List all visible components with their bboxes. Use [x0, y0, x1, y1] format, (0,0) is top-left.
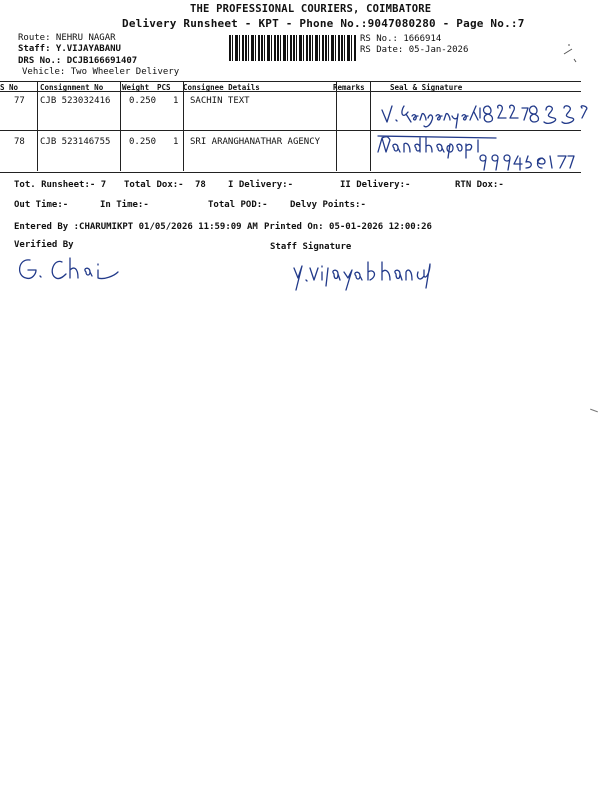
th-seal: Seal & Signature — [390, 83, 463, 92]
row1-handwritten-signature — [378, 98, 600, 130]
th-remarks: Remarks — [333, 83, 365, 92]
rs-date: RS Date: 05-Jan-2026 — [360, 45, 469, 55]
tot-runsheet: Tot. Runsheet:- 7 — [14, 180, 107, 190]
th-pcs: PCS — [157, 83, 171, 92]
row1-pcs: 1 — [173, 96, 179, 106]
barcode — [229, 35, 357, 61]
entered-by: Entered By :CHARUMIKPT 01/05/2026 11:59:09 AM — [14, 222, 258, 232]
rs-number: RS No.: 1666914 — [360, 34, 442, 44]
runsheet-title: Delivery Runsheet - KPT - Phone No.:9047080280 - Page No.:7 — [122, 17, 525, 30]
company-name: THE PROFESSIONAL COURIERS, COIMBATORE — [190, 3, 432, 15]
row2-consignment: CJB 523146755 — [40, 137, 111, 147]
col-divider — [336, 81, 337, 171]
staff-signature — [290, 258, 450, 294]
th-sno: S No — [0, 83, 19, 92]
staff-label: Staff: Y.VIJAYABANU — [18, 44, 121, 54]
total-dox-label: Total Dox:- — [124, 180, 184, 190]
table-row-divider — [0, 130, 581, 131]
row1-consignment: CJB 523032416 — [40, 96, 111, 106]
row2-weight: 0.250 — [129, 137, 157, 147]
row2-handwritten-signature — [376, 134, 576, 174]
col-divider — [120, 81, 121, 171]
row2-consignee: SRI ARANGHANATHAR AGENCY — [190, 137, 321, 147]
col-divider — [37, 81, 38, 171]
total-dox-value: 78 — [195, 180, 206, 190]
verified-by-label: Verified By — [14, 240, 74, 250]
th-consignment: Consignment No — [40, 83, 104, 92]
row1-sno: 77 — [14, 96, 25, 106]
row1-weight: 0.250 — [129, 96, 157, 106]
printed-on: Printed On: 05-01-2026 12:00:26 — [264, 222, 432, 232]
i-delivery: I Delivery:- — [228, 180, 294, 190]
col-divider — [183, 81, 184, 171]
th-weight: Weight — [122, 83, 150, 92]
in-time: In Time:- — [100, 200, 149, 210]
vehicle-label: Vehicle: Two Wheeler Delivery — [22, 67, 180, 77]
delvy-points: Delvy Points:- — [290, 200, 366, 210]
row2-sno: 78 — [14, 137, 25, 147]
th-consignee: Consignee Details — [183, 83, 260, 92]
rtn-dox: RTN Dox:- — [455, 180, 504, 190]
staff-signature-label: Staff Signature — [270, 242, 352, 252]
drs-number: DRS No.: DCJB166691407 — [18, 56, 138, 66]
verified-by-signature — [14, 254, 124, 288]
out-time: Out Time:- — [14, 200, 69, 210]
total-pod: Total POD:- — [208, 200, 268, 210]
margin-mark — [560, 40, 580, 64]
row2-pcs: 1 — [173, 137, 179, 147]
route-label: Route: NEHRU NAGAR — [18, 33, 116, 43]
ii-delivery: II Delivery:- — [340, 180, 411, 190]
col-divider — [370, 81, 371, 171]
row1-consignee: SACHIN TEXT — [190, 96, 250, 106]
scan-mark — [590, 409, 598, 413]
